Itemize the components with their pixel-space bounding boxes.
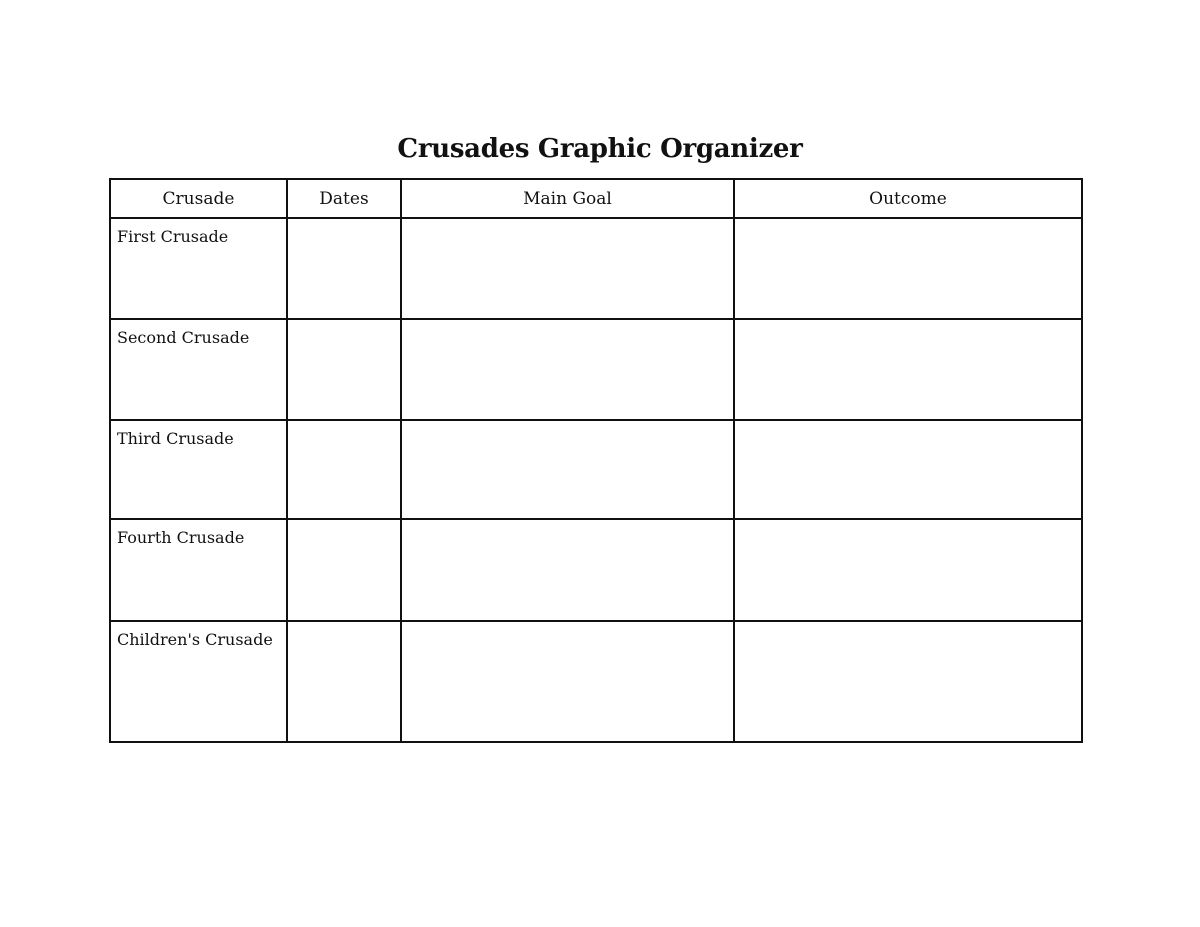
crusade-name: Children's Crusade <box>117 630 273 649</box>
table-row <box>110 420 1082 519</box>
dates-cell[interactable] <box>287 420 401 519</box>
crusade-cell <box>110 218 287 319</box>
crusade-cell <box>110 621 287 742</box>
outcome-cell[interactable] <box>734 519 1082 621</box>
crusade-cell <box>110 319 287 420</box>
organizer-table <box>109 178 1083 743</box>
outcome-cell[interactable] <box>734 621 1082 742</box>
outcome-cell[interactable] <box>734 218 1082 319</box>
table-row <box>110 319 1082 420</box>
main-goal-cell[interactable] <box>401 519 734 621</box>
crusade-cell <box>110 420 287 519</box>
crusade-name: First Crusade <box>117 227 229 246</box>
dates-cell[interactable] <box>287 519 401 621</box>
table-body <box>110 218 1082 742</box>
outcome-cell[interactable] <box>734 420 1082 519</box>
main-goal-cell[interactable] <box>401 218 734 319</box>
page-title: Crusades Graphic Organizer <box>397 134 803 164</box>
header-outcome: Outcome <box>734 179 1082 218</box>
crusade-name: Third Crusade <box>117 429 234 448</box>
table-row <box>110 519 1082 621</box>
table-header <box>110 179 1082 218</box>
dates-cell[interactable] <box>287 218 401 319</box>
header-row <box>110 179 1082 218</box>
main-goal-cell[interactable] <box>401 420 734 519</box>
header-dates: Dates <box>287 179 401 218</box>
dates-cell[interactable] <box>287 621 401 742</box>
crusade-name: Second Crusade <box>117 328 250 347</box>
dates-cell[interactable] <box>287 319 401 420</box>
header-main-goal: Main Goal <box>401 179 734 218</box>
outcome-cell[interactable] <box>734 319 1082 420</box>
table-row <box>110 621 1082 742</box>
main-goal-cell[interactable] <box>401 621 734 742</box>
crusade-cell <box>110 519 287 621</box>
header-crusade: Crusade <box>110 179 287 218</box>
main-goal-cell[interactable] <box>401 319 734 420</box>
table-row <box>110 218 1082 319</box>
crusade-name: Fourth Crusade <box>117 528 245 547</box>
